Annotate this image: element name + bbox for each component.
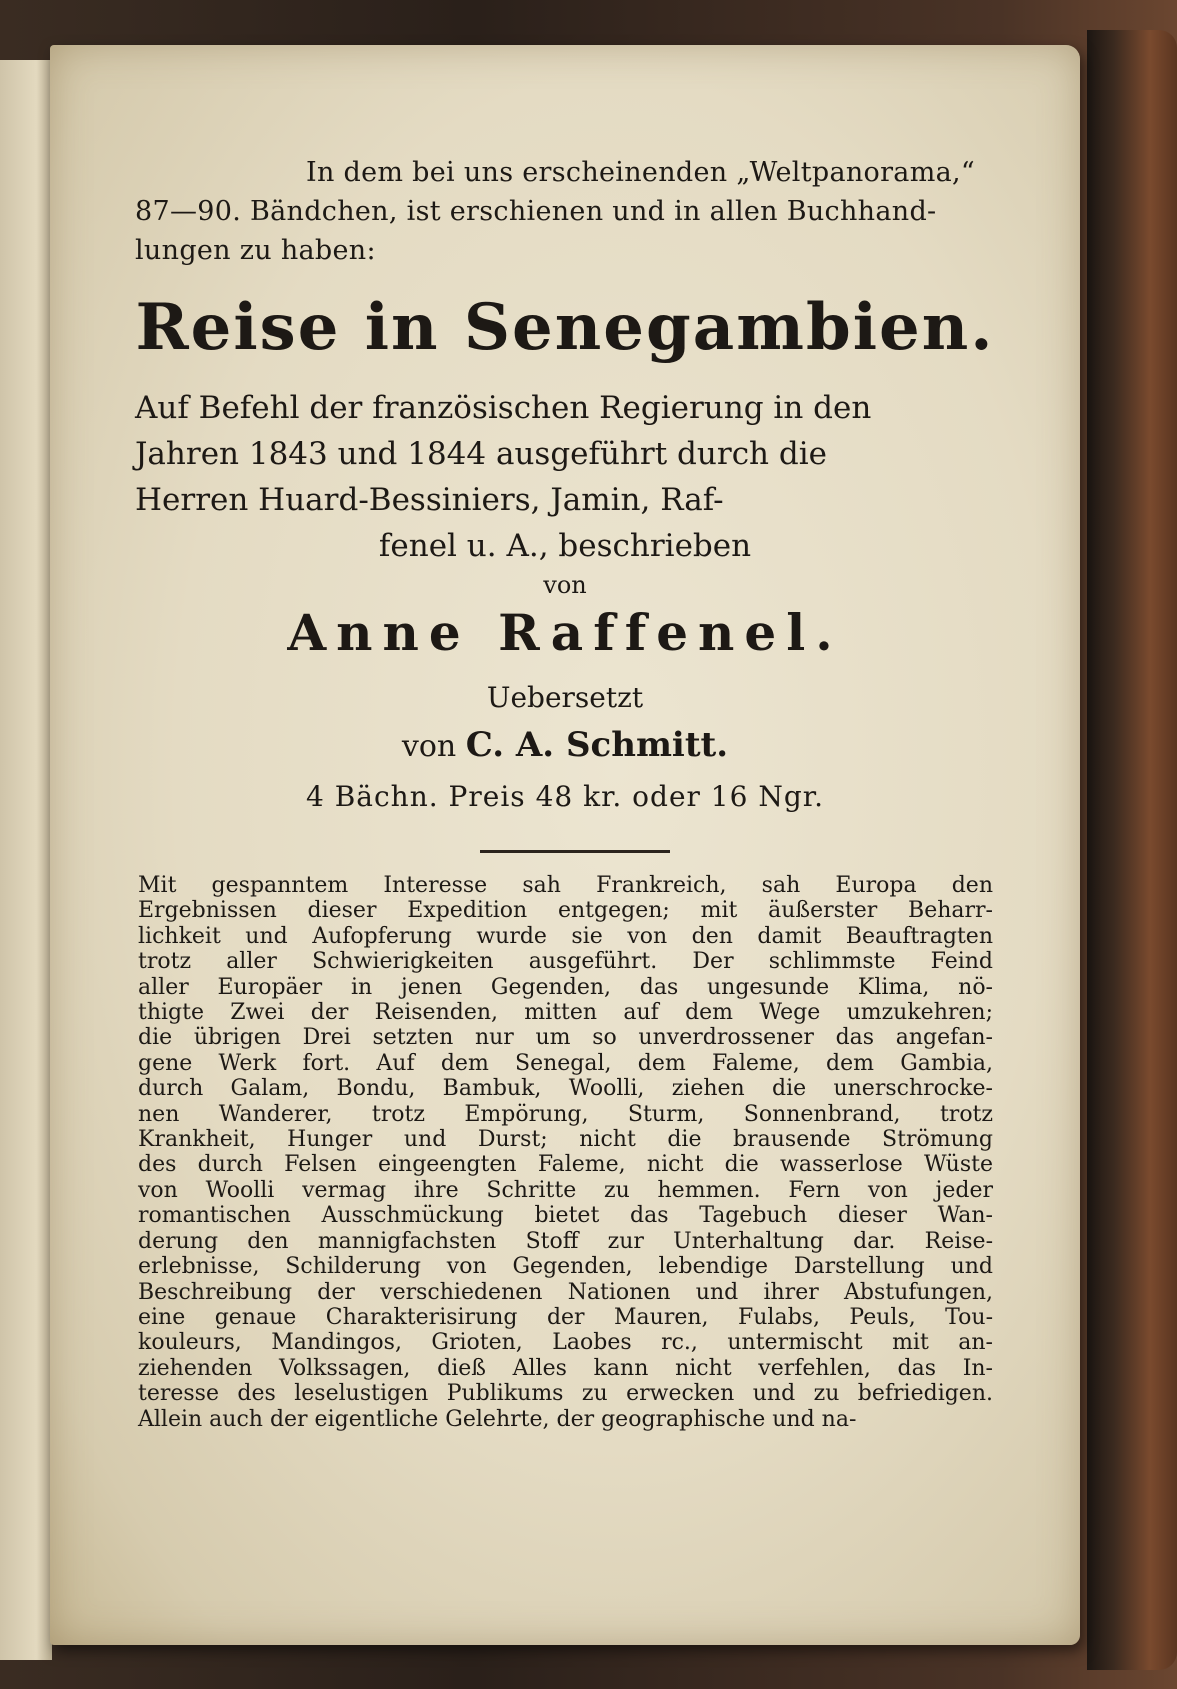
facing-page-edge [0, 60, 52, 1660]
description-line: aller Europäer in jenen Gegenden, das ungesunde Klima, nö- [138, 974, 993, 1000]
subtitle-paragraph [135, 385, 995, 569]
subtitle-line: Auf Befehl der französischen Regierung in den [135, 390, 872, 426]
description-line: Mit gespanntem Interesse sah Frankreich, sah Europa den [138, 873, 993, 898]
book-title: Reise in Senegambien. [135, 290, 995, 365]
description-line: gene Werk fort. Auf dem Senegal, dem Faleme, dem Gambia, [138, 1050, 993, 1076]
description-line: romantischen Ausschmückung bietet das Tagebuch dieser Wan- [138, 1203, 993, 1229]
translated-label: Uebersetzt [486, 681, 644, 714]
description-line: ziehenden Volkssagen, dieß Alles kann nicht verfehlen, das In- [138, 1355, 993, 1381]
intro-line: lungen zu haben: [135, 235, 376, 266]
description-paragraph [138, 873, 993, 1432]
description-line: teresse des leselustigen Publikums zu erwecken und zu befriedigen. [138, 1381, 993, 1407]
description-line: Krankheit, Hunger und Durst; nicht die brausende Strömung [138, 1127, 993, 1153]
description-line: von Woolli vermag ihre Schritte zu hemmen. Fern von jeder [138, 1177, 993, 1203]
description-line: kouleurs, Mandingos, Grioten, Laobes rc., untermischt mit an- [138, 1330, 993, 1356]
translator-line [135, 725, 995, 765]
description-line: des durch Felsen eingeengten Faleme, nicht die wasserlose Wüste [138, 1152, 993, 1178]
subtitle-line: Herren Huard-Bessiniers, Jamin, Raf- [135, 482, 724, 518]
subtitle-line: fenel u. A., beschrieben [378, 528, 752, 564]
subtitle-line: Jahren 1843 und 1844 ausgeführt durch die [135, 436, 827, 472]
divider-rule [480, 850, 670, 853]
translator-prefix: von [401, 729, 457, 764]
price-line: 4 Bächn. Preis 48 kr. oder 16 Ngr. [306, 780, 824, 813]
author-name: Anne Raffenel. [287, 603, 843, 662]
intro-paragraph [135, 153, 995, 270]
description-line: Beschreibung der verschiedenen Nationen und ihrer Abstufungen, [138, 1279, 993, 1305]
intro-line: 87—90. Bändchen, ist erschienen und in allen Buchhand- [135, 196, 937, 227]
description-line: nen Wanderer, trotz Empörung, Sturm, Sonnenbrand, trotz [138, 1101, 993, 1127]
description-line: eine genaue Charakterisirung der Mauren, Fulabs, Peuls, Tou- [138, 1304, 993, 1330]
book-cover-edge [1087, 30, 1177, 1670]
description-line: lichkeit und Aufopferung wurde sie von den damit Beauftragten [138, 923, 993, 949]
by-label: von [543, 571, 587, 599]
description-line: durch Galam, Bondu, Bambuk, Woolli, ziehen die unerschrocke- [138, 1076, 993, 1102]
description-line: erlebnisse, Schilderung von Gegenden, lebendige Darstellung und [138, 1254, 993, 1280]
description-line: derung den mannigfachsten Stoff zur Unterhaltung dar. Reise- [138, 1228, 993, 1254]
book-page [50, 45, 1080, 1645]
description-line: die übrigen Drei setzten nur um so unverdrossener das angefan- [138, 1025, 993, 1051]
description-line: Allein auch der eigentliche Gelehrte, der geographische und na- [138, 1406, 857, 1432]
description-line: thigte Zwei der Reisenden, mitten auf dem Wege umzukehren; [138, 1000, 993, 1026]
translator-name: C. A. Schmitt. [465, 725, 729, 765]
intro-line: In dem bei uns erscheinenden „Weltpanorama,“ [306, 157, 975, 188]
description-line: trotz aller Schwierigkeiten ausgeführt. Der schlimmste Feind [138, 949, 993, 975]
description-line: Ergebnissen dieser Expedition entgegen; mit äußerster Beharr- [138, 898, 993, 924]
